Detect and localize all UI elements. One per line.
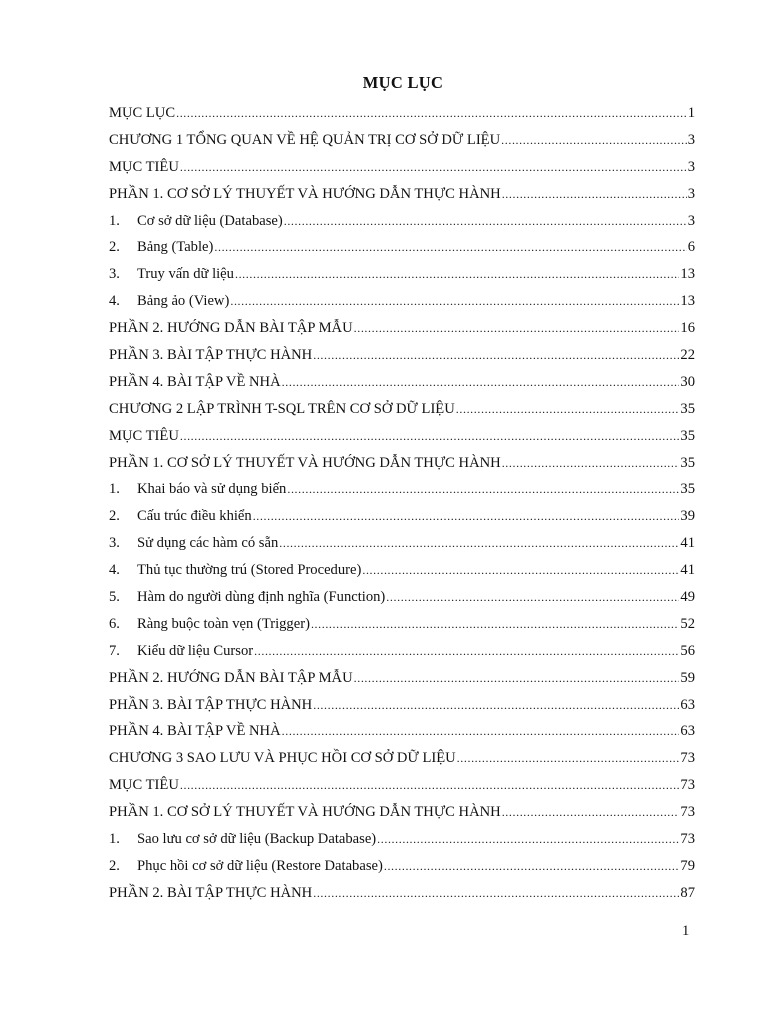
toc-entry-label xyxy=(109,261,234,288)
toc-entry-text: Truy vấn dữ liệu xyxy=(137,266,234,283)
dot-leader xyxy=(180,423,680,450)
toc-entry-text: Khai báo và sử dụng biến xyxy=(137,481,287,498)
toc-entry-text: PHẦN 4. BÀI TẬP VỀ NHÀ xyxy=(109,723,281,740)
toc-entry-text: CHƯƠNG 2 LẬP TRÌNH T-SQL TRÊN CƠ SỞ DỮ LIỆU xyxy=(109,400,455,417)
toc-entry-page-number: 22 xyxy=(680,347,695,364)
dot-leader xyxy=(253,503,680,530)
toc-entry-page-number: 1 xyxy=(687,105,695,121)
toc-entry[interactable] xyxy=(109,369,695,396)
dot-leader xyxy=(457,745,680,772)
dot-leader xyxy=(311,611,679,638)
toc-entry[interactable] xyxy=(109,503,695,530)
toc-entry[interactable] xyxy=(109,315,695,342)
toc-entry-label xyxy=(109,745,456,772)
toc-entry-page-number: 3 xyxy=(687,158,695,175)
toc-entry-page-number: 13 xyxy=(680,266,695,283)
dot-leader xyxy=(235,261,679,288)
toc-entry[interactable] xyxy=(109,772,695,799)
toc-entry-label xyxy=(109,208,283,235)
toc-entry-page-number: 3 xyxy=(687,185,695,202)
toc-entry[interactable] xyxy=(109,611,695,638)
toc-entry-label xyxy=(109,396,455,423)
toc-entry-page-number: 41 xyxy=(680,562,695,579)
toc-entry-page-number: 35 xyxy=(680,454,695,471)
toc-entry[interactable] xyxy=(109,450,695,477)
toc-entry-text: CHƯƠNG 3 SAO LƯU VÀ PHỤC HỒI CƠ SỞ DỮ LIỆU xyxy=(109,750,456,767)
dot-leader xyxy=(254,638,679,665)
toc-entry[interactable] xyxy=(109,638,695,665)
toc-entry-text: Sử dụng các hàm có sẵn xyxy=(137,535,279,552)
dot-leader xyxy=(214,234,686,261)
toc-entry-text: PHẦN 3. BÀI TẬP THỰC HÀNH xyxy=(109,696,313,713)
dot-leader xyxy=(502,450,680,477)
dot-leader xyxy=(180,772,680,799)
toc-entry-page-number: 56 xyxy=(680,642,695,659)
dot-leader xyxy=(282,718,680,745)
toc-entry[interactable] xyxy=(109,208,695,235)
toc-entry[interactable] xyxy=(109,557,695,584)
toc-entry-page-number: 6 xyxy=(687,239,695,256)
toc-entry-label xyxy=(109,799,501,826)
toc-entry-number: 2. xyxy=(109,857,120,874)
toc-entry-number: 5. xyxy=(109,589,120,606)
toc-entry-text: PHẦN 1. CƠ SỞ LÝ THUYẾT VÀ HƯỚNG DẪN THỰC HÀNH xyxy=(109,454,501,471)
toc-entry[interactable] xyxy=(109,880,695,907)
toc-entry-page-number: 63 xyxy=(680,696,695,713)
toc-entry-label xyxy=(109,638,253,665)
toc-entry-text: Ràng buộc toàn vẹn (Trigger) xyxy=(137,615,310,632)
toc-entry-number: 1. xyxy=(109,212,120,229)
toc-entry-label xyxy=(109,557,361,584)
toc-entry[interactable] xyxy=(109,665,695,692)
toc-entry-number: 2. xyxy=(109,508,120,525)
toc-entry-number: 7. xyxy=(109,642,120,659)
toc-entry-label xyxy=(109,342,312,369)
toc-entry-page-number: 30 xyxy=(680,373,695,390)
toc-entry[interactable] xyxy=(109,100,695,127)
toc-entry-text: CHƯƠNG 1 TỔNG QUAN VỀ HỆ QUẢN TRỊ CƠ SỞ DỮ LIỆU xyxy=(109,131,501,148)
toc-entry-page-number: 41 xyxy=(680,535,695,552)
toc-entry-label xyxy=(109,315,353,342)
toc-entry-text: Hàm do người dùng định nghĩa (Function) xyxy=(137,589,386,606)
toc-entry-text: Phục hồi cơ sở dữ liệu (Restore Database) xyxy=(137,857,383,874)
toc-entry-text: PHẦN 1. CƠ SỞ LÝ THUYẾT VÀ HƯỚNG DẪN THỰC HÀNH xyxy=(109,804,501,821)
dot-leader xyxy=(362,557,679,584)
dot-leader xyxy=(502,181,687,208)
toc-entry[interactable] xyxy=(109,692,695,719)
toc-entry-label xyxy=(109,476,286,503)
toc-entry-page-number: 52 xyxy=(680,615,695,632)
toc-entry-number: 3. xyxy=(109,535,120,552)
toc-entry-label xyxy=(109,503,252,530)
footer-page-number: 1 xyxy=(682,923,690,939)
toc-entry-page-number: 3 xyxy=(687,131,695,148)
dot-leader xyxy=(501,127,687,154)
toc-entry-text: MỤC TIÊU xyxy=(109,777,179,794)
toc-entry-text: MỤC TIÊU xyxy=(109,158,179,175)
toc-entry-text: MỤC TIÊU xyxy=(109,427,179,444)
toc-entry-text: Bảng (Table) xyxy=(137,239,214,256)
toc-entry-page-number: 73 xyxy=(680,804,695,821)
toc-entry-page-number: 59 xyxy=(680,669,695,686)
dot-leader xyxy=(386,584,679,611)
toc-entry[interactable] xyxy=(109,423,695,450)
toc-entry[interactable] xyxy=(109,154,695,181)
toc-entry-label xyxy=(109,100,175,127)
dot-leader xyxy=(456,396,680,423)
toc-entry-label xyxy=(109,530,278,557)
toc-entry-label xyxy=(109,154,179,181)
toc-entry[interactable] xyxy=(109,234,695,261)
toc-entry[interactable] xyxy=(109,476,695,503)
toc-entry-text: PHẦN 1. CƠ SỞ LÝ THUYẾT VÀ HƯỚNG DẪN THỰC HÀNH xyxy=(109,185,501,202)
dot-leader xyxy=(284,208,687,235)
toc-entry-text: Bảng ảo (View) xyxy=(137,293,230,310)
toc-entry-page-number: 73 xyxy=(680,777,695,794)
toc-entry[interactable] xyxy=(109,342,695,369)
toc-list xyxy=(109,100,695,907)
toc-entry-number: 4. xyxy=(109,293,120,310)
toc-entry[interactable] xyxy=(109,799,695,826)
toc-entry-page-number: 49 xyxy=(680,589,695,606)
toc-entry-label xyxy=(109,718,281,745)
dot-leader xyxy=(354,315,680,342)
toc-entry-text: PHẦN 2. HƯỚNG DẪN BÀI TẬP MẪU xyxy=(109,320,353,337)
toc-entry-label xyxy=(109,288,229,315)
dot-leader xyxy=(313,342,679,369)
toc-entry-text: Cấu trúc điều khiển xyxy=(137,508,252,525)
toc-entry-number: 4. xyxy=(109,562,120,579)
toc-title: MỤC LỤC xyxy=(362,73,444,92)
toc-entry[interactable] xyxy=(109,853,695,880)
toc-entry[interactable] xyxy=(109,530,695,557)
toc-entry-label xyxy=(109,369,281,396)
toc-entry-label xyxy=(109,450,501,477)
toc-entry[interactable] xyxy=(109,396,695,423)
toc-entry-text: MỤC LỤC xyxy=(109,105,176,121)
dot-leader xyxy=(282,369,680,396)
toc-entry-label xyxy=(109,826,376,853)
toc-entry-text: Thủ tục thường trú (Stored Procedure) xyxy=(137,562,362,579)
dot-leader xyxy=(377,826,679,853)
toc-entry-label xyxy=(109,181,501,208)
toc-entry[interactable] xyxy=(109,745,695,772)
toc-entry-number: 3. xyxy=(109,266,120,283)
toc-entry-text: PHẦN 2. HƯỚNG DẪN BÀI TẬP MẪU xyxy=(109,669,353,686)
toc-entry-label xyxy=(109,423,179,450)
dot-leader xyxy=(384,853,680,880)
toc-entry-page-number: 73 xyxy=(680,831,695,848)
toc-entry-page-number: 35 xyxy=(680,481,695,498)
dot-leader xyxy=(313,880,679,907)
toc-entry-text: PHẦN 2. BÀI TẬP THỰC HÀNH xyxy=(109,884,313,901)
dot-leader xyxy=(287,476,679,503)
toc-entry-page-number: 3 xyxy=(687,212,695,229)
dot-leader xyxy=(230,288,679,315)
dot-leader xyxy=(176,100,687,127)
toc-entry-page-number: 35 xyxy=(680,427,695,444)
toc-entry[interactable] xyxy=(109,261,695,288)
toc-entry-page-number: 73 xyxy=(680,750,695,767)
dot-leader xyxy=(354,665,680,692)
toc-entry[interactable] xyxy=(109,584,695,611)
toc-entry-page-number: 39 xyxy=(680,508,695,525)
toc-entry-label xyxy=(109,880,312,907)
dot-leader xyxy=(279,530,679,557)
toc-entry-text: PHẦN 3. BÀI TẬP THỰC HÀNH xyxy=(109,347,313,364)
toc-entry-label xyxy=(109,665,353,692)
toc-entry-text: Kiểu dữ liệu Cursor xyxy=(137,642,254,659)
toc-entry[interactable] xyxy=(109,718,695,745)
toc-entry-number: 6. xyxy=(109,615,120,632)
toc-entry[interactable] xyxy=(109,181,695,208)
toc-entry-label xyxy=(109,772,179,799)
toc-entry[interactable] xyxy=(109,826,695,853)
toc-entry-label xyxy=(109,584,385,611)
toc-entry-page-number: 87 xyxy=(680,884,695,901)
toc-entry-page-number: 79 xyxy=(680,857,695,874)
toc-entry[interactable] xyxy=(109,288,695,315)
toc-entry-page-number: 63 xyxy=(680,723,695,740)
toc-entry-number: 1. xyxy=(109,831,120,848)
toc-entry-text: PHẦN 4. BÀI TẬP VỀ NHÀ xyxy=(109,373,281,390)
toc-entry-text: Sao lưu cơ sở dữ liệu (Backup Database) xyxy=(137,831,377,848)
toc-entry-text: Cơ sở dữ liệu (Database) xyxy=(137,212,283,229)
toc-entry-page-number: 13 xyxy=(680,293,695,310)
toc-entry-label xyxy=(109,611,310,638)
dot-leader xyxy=(180,154,687,181)
dot-leader xyxy=(502,799,680,826)
toc-entry-page-number: 35 xyxy=(680,400,695,417)
toc-entry-label xyxy=(109,692,312,719)
toc-entry-number: 1. xyxy=(109,481,120,498)
toc-entry-number: 2. xyxy=(109,239,120,256)
toc-entry-label xyxy=(109,127,500,154)
dot-leader xyxy=(313,692,679,719)
toc-entry-page-number: 16 xyxy=(680,320,695,337)
toc-entry-label xyxy=(109,234,213,261)
toc-entry[interactable] xyxy=(109,127,695,154)
toc-entry-label xyxy=(109,853,383,880)
